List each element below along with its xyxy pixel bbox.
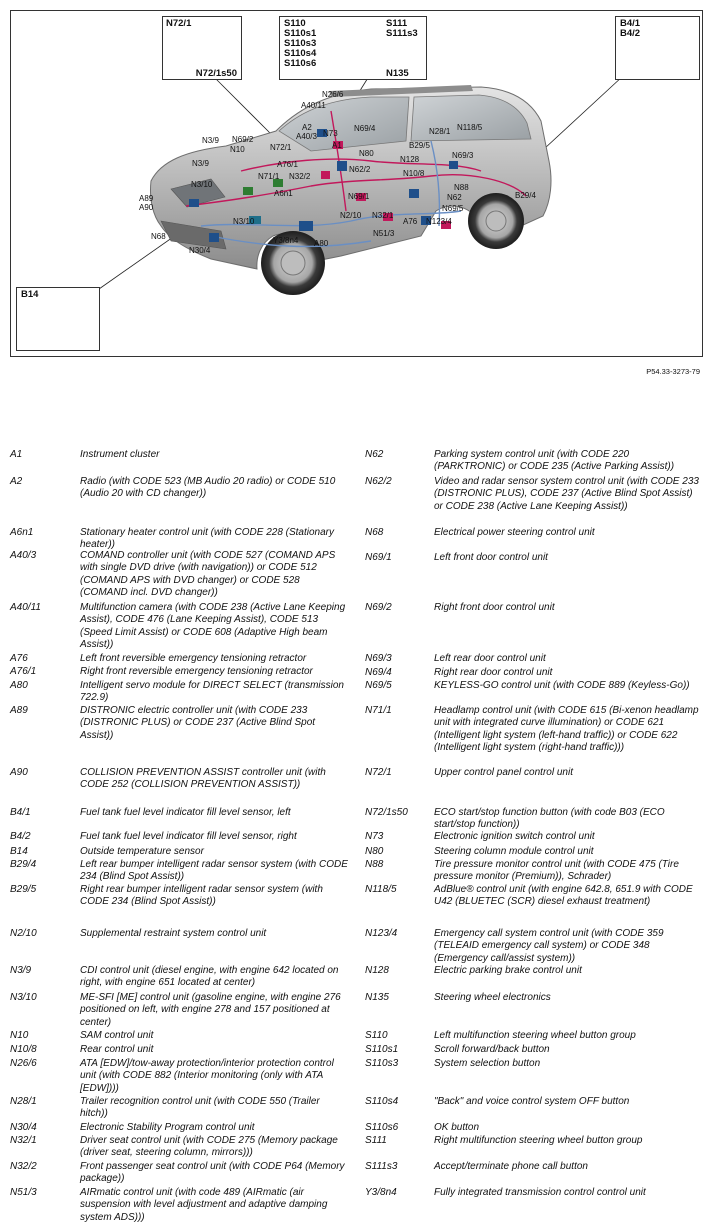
legend-code: N32/2 bbox=[10, 1161, 37, 1172]
label-a6n1: A6n1 bbox=[274, 189, 293, 198]
callout-s110s3: S110s3 bbox=[284, 38, 317, 49]
legend-description: CDI control unit (diesel engine, with engine 642 located on right, with engine 651 located at center) bbox=[80, 965, 339, 989]
legend-description: Electronic Stability Program control unit bbox=[80, 1122, 255, 1133]
legend-code: A6n1 bbox=[10, 527, 34, 538]
legend-code: N10/8 bbox=[10, 1044, 37, 1055]
label-n32-2: N32/2 bbox=[289, 172, 311, 181]
label-a40-11: A40/11 bbox=[301, 101, 326, 110]
label-a90: A90 bbox=[139, 203, 154, 212]
legend-description: Tire pressure monitor control unit (with CODE 475 (Tire pressure monitor (Premium)), Schrader) bbox=[434, 859, 679, 883]
label-n3-9-b: N3/9 bbox=[192, 159, 209, 168]
legend-code: B29/5 bbox=[10, 884, 37, 895]
legend-description: Stationary heater control unit (with CODE 228 (Stationary heater)) bbox=[80, 527, 335, 551]
legend-code: N2/10 bbox=[10, 928, 37, 939]
legend-description: Multifunction camera (with CODE 238 (Active Lane Keeping Assist), CODE 476 (Lane Keeping Assist), CODE 513 (Speed Limit Assist) or CODE 608 (Adaptive High beam Assist)) bbox=[80, 602, 346, 651]
legend-code: N123/4 bbox=[365, 928, 398, 939]
callout-s110s6: S110s6 bbox=[284, 58, 317, 69]
label-n128: N128 bbox=[400, 155, 420, 164]
legend-description: System selection button bbox=[434, 1058, 541, 1069]
legend-description: Electric parking brake control unit bbox=[434, 965, 582, 976]
legend-code: N80 bbox=[365, 846, 384, 857]
legend-description: Driver seat control unit (with CODE 275 (Memory package (driver seat, steering column, mirrors))) bbox=[80, 1135, 338, 1159]
callout-steering bbox=[279, 16, 427, 80]
car-body bbox=[150, 85, 551, 295]
label-n3-9-a: N3/9 bbox=[202, 136, 219, 145]
legend-description: Left multifunction steering wheel button group bbox=[434, 1030, 636, 1041]
legend-code: N26/6 bbox=[10, 1058, 37, 1069]
legend-code: N72/1s50 bbox=[365, 807, 408, 818]
legend-description: COMAND controller unit (with CODE 527 (COMAND APS with single DVD drive (with navigation)) or CODE 512 (COMAND APS with DVD changer) or CODE 528 (COMAND incl. DVD changer)) bbox=[80, 550, 336, 599]
label-n3-10-a: N3/10 bbox=[191, 180, 213, 189]
label-n30-4: N30/4 bbox=[189, 246, 211, 255]
callout-b4-2: B4/2 bbox=[620, 28, 641, 39]
label-a80: A80 bbox=[314, 239, 329, 248]
legend-code: N69/4 bbox=[365, 667, 392, 678]
legend-code: N62 bbox=[365, 449, 384, 460]
legend-description: COLLISION PREVENTION ASSIST controller unit (with CODE 252 (COLLISION PREVENTION ASSIST)) bbox=[80, 767, 326, 791]
legend-description: Emergency call system control unit (with CODE 359 (TELEAID emergency call system) or CODE 348 (Emergency call/assist system)) bbox=[434, 928, 664, 964]
legend-description: ATA [EDW]/tow-away protection/interior protection control unit (with CODE 882 (Interior monitoring (only with ATA [EDW]))) bbox=[80, 1058, 334, 1094]
legend-description: SAM control unit bbox=[80, 1030, 154, 1041]
label-n69-3: N69/3 bbox=[452, 151, 474, 160]
legend-description: Electrical power steering control unit bbox=[434, 527, 595, 538]
legend-code: S110s4 bbox=[365, 1096, 399, 1107]
legend-description: Electronic ignition switch control unit bbox=[434, 831, 595, 842]
legend-code: B4/2 bbox=[10, 831, 31, 842]
legend-description: Fully integrated transmission control control unit bbox=[434, 1187, 646, 1198]
label-n10: N10 bbox=[230, 145, 245, 154]
legend-description: ME-SFI [ME] control unit (gasoline engine, with engine 276 positioned on left, with engine 278 and 157 positioned at center) bbox=[80, 992, 341, 1028]
legend-code: A90 bbox=[10, 767, 28, 778]
legend-description: Headlamp control unit (with CODE 615 (Bi-xenon headlamp unit with integrated curve illumination) or CODE 621 (Intelligent light system (left-hand traffic)) or CODE 622 (Intelligent light system (right-hand traffic))) bbox=[434, 705, 699, 754]
legend-code: N135 bbox=[365, 992, 389, 1003]
label-n62: N62 bbox=[447, 193, 462, 202]
legend-code: N128 bbox=[365, 965, 389, 976]
legend-code: N69/2 bbox=[365, 602, 392, 613]
legend-code: N51/3 bbox=[10, 1187, 37, 1198]
callout-s111: S111 bbox=[386, 18, 408, 29]
legend-description: Steering wheel electronics bbox=[434, 992, 551, 1003]
legend-code: A76/1 bbox=[10, 666, 37, 677]
legend-description: Accept/terminate phone call button bbox=[434, 1161, 588, 1172]
callout-s110s4: S110s4 bbox=[284, 48, 317, 59]
label-b29-4: B29/4 bbox=[515, 191, 536, 200]
legend-description: Front passenger seat control unit (with CODE P64 (Memory package)) bbox=[80, 1161, 345, 1185]
component-location-figure bbox=[10, 10, 703, 357]
label-n51-3: N51/3 bbox=[373, 229, 395, 238]
label-a76-1: A76/1 bbox=[277, 160, 298, 169]
legend-description: Right rear bumper intelligent radar sensor system (with CODE 234 (Blind Spot Assist)) bbox=[80, 884, 323, 908]
legend-description: "Back" and voice control system OFF button bbox=[434, 1096, 630, 1107]
legend-description: Fuel tank fuel level indicator fill level sensor, left bbox=[80, 807, 291, 818]
label-n2-10: N2/10 bbox=[340, 211, 362, 220]
legend-code: A40/11 bbox=[10, 602, 41, 613]
legend-description: OK button bbox=[434, 1122, 480, 1133]
callout-b14 bbox=[16, 287, 100, 351]
legend-description: Right rear door control unit bbox=[434, 667, 553, 678]
legend-description: Trailer recognition control unit (with CODE 550 (Trailer hitch)) bbox=[80, 1096, 320, 1120]
label-n28-1: N28/1 bbox=[429, 127, 451, 136]
legend-description: Supplemental restraint system control unit bbox=[80, 928, 267, 939]
legend-code: N32/1 bbox=[10, 1135, 37, 1146]
callout-n72 bbox=[162, 16, 242, 80]
label-n69-5: N69/5 bbox=[442, 204, 464, 213]
legend-code: A89 bbox=[10, 705, 28, 716]
callout-s110s1: S110s1 bbox=[284, 28, 317, 39]
legend-description: Left rear door control unit bbox=[434, 653, 546, 664]
callout-b14-title: B14 bbox=[21, 289, 39, 300]
legend-code: N62/2 bbox=[365, 476, 392, 487]
legend-code: N71/1 bbox=[365, 705, 392, 716]
label-a89: A89 bbox=[139, 194, 154, 203]
legend-code: A40/3 bbox=[10, 550, 37, 561]
legend-description: Right multifunction steering wheel button group bbox=[434, 1135, 643, 1146]
legend-code: N3/9 bbox=[10, 965, 32, 976]
legend-description: Left rear bumper intelligent radar sensor system (with CODE 234 (Blind Spot Assist)) bbox=[80, 859, 348, 883]
legend-description: Instrument cluster bbox=[80, 449, 160, 460]
legend-description: Intelligent servo module for DIRECT SELECT (transmission 722.9) bbox=[80, 680, 344, 704]
legend-code: N118/5 bbox=[365, 884, 397, 895]
legend-description: Right front reversible emergency tensioning retractor bbox=[80, 666, 313, 677]
legend-code: Y3/8n4 bbox=[365, 1187, 397, 1198]
legend-description: Fuel tank fuel level indicator fill level sensor, right bbox=[80, 831, 297, 842]
callout-b4-1: B4/1 bbox=[620, 18, 641, 29]
legend-code: N73 bbox=[365, 831, 384, 842]
label-a76: A76 bbox=[403, 217, 418, 226]
legend-code: N88 bbox=[365, 859, 384, 870]
legend-code: N30/4 bbox=[10, 1122, 37, 1133]
label-n62-2: N62/2 bbox=[349, 165, 371, 174]
label-n68: N68 bbox=[151, 232, 166, 241]
legend-code: A80 bbox=[10, 680, 28, 691]
legend-code: N68 bbox=[365, 527, 384, 538]
label-n72-1: N72/1 bbox=[270, 143, 292, 152]
legend-code: S111 bbox=[365, 1135, 387, 1146]
legend-description: Outside temperature sensor bbox=[80, 846, 204, 857]
legend-code: A76 bbox=[10, 653, 28, 664]
label-n26-6: N26/6 bbox=[322, 90, 344, 99]
figure-reference: P54.33-3273-79 bbox=[646, 367, 700, 376]
label-n73: N73 bbox=[323, 129, 338, 138]
legend-code: N72/1 bbox=[365, 767, 392, 778]
label-n88: N88 bbox=[454, 183, 469, 192]
label-a1: A1 bbox=[332, 141, 342, 150]
label-n123-4: N123/4 bbox=[426, 217, 452, 226]
legend-code: N3/10 bbox=[10, 992, 37, 1003]
callout-s111s3: S111s3 bbox=[386, 28, 418, 39]
legend-code: S110 bbox=[365, 1030, 388, 1041]
label-n69-4: N69/4 bbox=[354, 124, 376, 133]
legend-code: N10 bbox=[10, 1030, 29, 1041]
legend-description: DISTRONIC electric controller unit (with CODE 233 (DISTRONIC PLUS) or CODE 237 (Active Blind Spot Assist)) bbox=[80, 705, 316, 741]
legend-description: Rear control unit bbox=[80, 1044, 154, 1055]
label-n118-5: N118/5 bbox=[457, 123, 483, 132]
callout-n135: N135 bbox=[386, 68, 409, 79]
label-n69-2: N69/2 bbox=[232, 135, 254, 144]
legend-code: S110s3 bbox=[365, 1058, 399, 1069]
legend-code: N69/3 bbox=[365, 653, 392, 664]
legend-code: S110s1 bbox=[365, 1044, 399, 1055]
legend-description: Left front door control unit bbox=[434, 552, 548, 563]
legend-code: A1 bbox=[10, 449, 23, 460]
callout-n72-title: N72/1 bbox=[166, 18, 192, 29]
legend-description: Left front reversible emergency tensioning retractor bbox=[80, 653, 307, 664]
legend-description: Upper control panel control unit bbox=[434, 767, 573, 778]
legend-code: S111s3 bbox=[365, 1161, 398, 1172]
label-y3-8n4: Y3/8n4 bbox=[273, 236, 299, 245]
legend-description: Video and radar sensor system control unit (with CODE 233 (DISTRONIC PLUS), CODE 237 (Active Blind Spot Assist) or CODE 238 (Active Lane Keeping Assist)) bbox=[434, 476, 699, 512]
callout-s110: S110 bbox=[284, 18, 306, 29]
legend-code: S110s6 bbox=[365, 1122, 399, 1133]
label-a2: A2 bbox=[302, 123, 312, 132]
label-b29-5: B29/5 bbox=[409, 141, 430, 150]
legend-description: AIRmatic control unit (with code 489 (AIRmatic (air suspension with level adjustment and adaptive damping system ADS))) bbox=[80, 1187, 328, 1223]
legend-code: A2 bbox=[10, 476, 23, 487]
legend-code: B14 bbox=[10, 846, 28, 857]
legend-code: N69/5 bbox=[365, 680, 392, 691]
legend-description: KEYLESS-GO control unit (with CODE 889 (Keyless-Go)) bbox=[434, 680, 690, 691]
legend-description: Parking system control unit (with CODE 220 (PARKTRONIC) or CODE 235 (Active Parking Assist)) bbox=[434, 449, 675, 473]
label-n10-8: N10/8 bbox=[403, 169, 425, 178]
legend-code: N28/1 bbox=[10, 1096, 37, 1107]
legend-code: N69/1 bbox=[365, 552, 392, 563]
legend-code: B4/1 bbox=[10, 807, 31, 818]
legend-description: AdBlue® control unit (with engine 642.8, 651.9 with CODE U42 (BLUETEC (SCR) diesel exhaust treatment) bbox=[434, 884, 693, 908]
label-a40-3: A40/3 bbox=[296, 132, 317, 141]
legend-code: B29/4 bbox=[10, 859, 37, 870]
legend-description: Radio (with CODE 523 (MB Audio 20 radio) or CODE 510 (Audio 20 with CD changer)) bbox=[80, 476, 336, 500]
legend-description: ECO start/stop function button (with code B03 (ECO start/stop function)) bbox=[434, 807, 665, 831]
legend-description: Steering column module control unit bbox=[434, 846, 594, 857]
label-n71-1: N71/1 bbox=[258, 172, 280, 181]
label-n32-1: N32/1 bbox=[372, 211, 394, 220]
callout-n72-subtitle: N72/1s50 bbox=[195, 68, 237, 79]
legend-description: Right front door control unit bbox=[434, 602, 555, 613]
label-n80: N80 bbox=[359, 149, 374, 158]
label-n3-10-b: N3/10 bbox=[233, 217, 255, 226]
callout-b4 bbox=[615, 16, 700, 80]
label-n69-1: N69/1 bbox=[348, 192, 370, 201]
legend-description: Scroll forward/back button bbox=[434, 1044, 550, 1055]
